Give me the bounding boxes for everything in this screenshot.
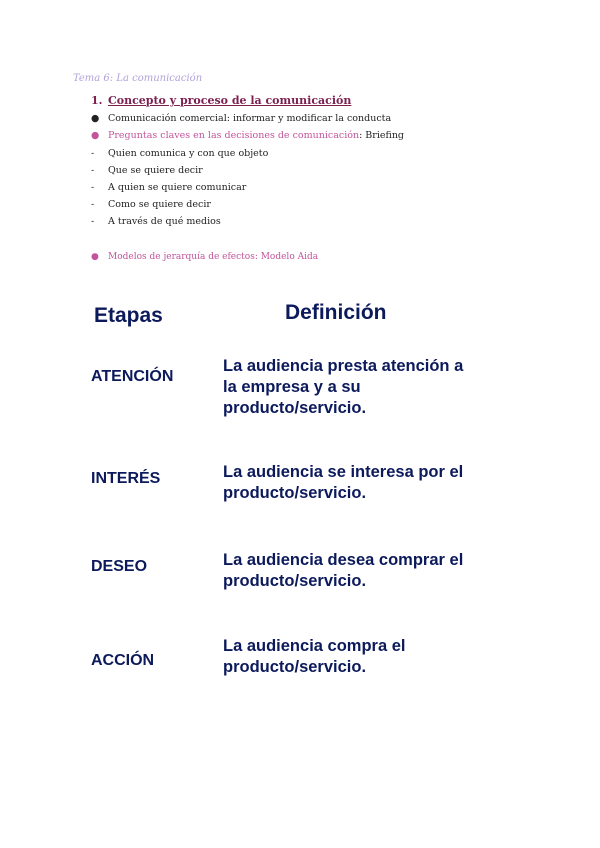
section-title: Concepto y proceso de la comunicación (108, 94, 352, 107)
definition-interest (223, 462, 503, 504)
list-item-text: Quien comunica y con que objeto (108, 148, 269, 159)
list-item (91, 148, 268, 159)
list-item-text: A través de qué medios (108, 216, 221, 227)
list-item (91, 216, 221, 227)
list-item (91, 199, 211, 210)
list-item-text: Que se quiere decir (108, 165, 203, 176)
list-item (91, 113, 391, 124)
bullet-icon: ● (91, 252, 99, 262)
dash-icon: - (91, 199, 95, 210)
list-item-text: Comunicación comercial: informar y modificar la conducta (108, 113, 392, 124)
list-item (91, 165, 203, 176)
list-item (91, 182, 246, 193)
definition-line: La audiencia se interesa por el (223, 463, 464, 481)
list-item-suffix: : Briefing (359, 130, 405, 141)
definition-attention (223, 356, 503, 419)
definition-line: La audiencia presta atención a (223, 357, 464, 375)
definition-action (223, 636, 503, 678)
bullet-icon: ● (91, 130, 100, 141)
definition-line: La audiencia desea comprar el (223, 551, 464, 569)
definition-line: producto/servicio. (223, 658, 367, 676)
models-item-text: Modelos de jerarquía de efectos: Modelo Aida (108, 252, 319, 262)
dash-icon: - (91, 165, 95, 176)
definition-line: producto/servicio. (223, 484, 367, 502)
definition-desire (223, 550, 503, 592)
models-item (91, 252, 318, 262)
list-item-text: Preguntas claves en las decisiones de comunicación (108, 130, 360, 141)
dash-icon: - (91, 148, 95, 159)
stages-header: Etapas (94, 304, 163, 327)
list-item-text: A quien se quiere comunicar (108, 182, 247, 193)
dash-icon: - (91, 216, 95, 227)
stage-action: ACCIÓN (91, 652, 155, 669)
list-item-text: Como se quiere decir (108, 199, 211, 210)
list-item (91, 130, 404, 141)
section-number: 1. (91, 94, 103, 107)
definition-line: la empresa y a su (223, 378, 361, 396)
stage-attention: ATENCIÓN (91, 368, 174, 385)
bullet-icon: ● (91, 113, 100, 124)
stage-interest: INTERÉS (91, 470, 161, 487)
dash-icon: - (91, 182, 95, 193)
definition-line: producto/servicio. (223, 399, 367, 417)
definition-line: La audiencia compra el (223, 637, 406, 655)
topic-title: Tema 6: La comunicación (73, 73, 203, 84)
definition-header: Definición (285, 301, 387, 324)
stage-desire: DESEO (91, 558, 148, 575)
definition-line: producto/servicio. (223, 572, 367, 590)
section-heading (91, 94, 351, 107)
